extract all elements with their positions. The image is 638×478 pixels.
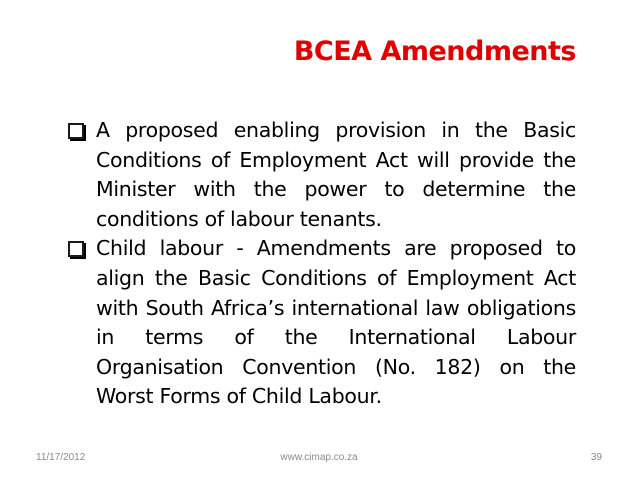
slide-footer (0, 452, 638, 468)
bullet-list (66, 116, 576, 412)
bullet-item-enabling-provision (66, 116, 576, 234)
slide-title: BCEA Amendments (293, 36, 576, 67)
footer-page-number: 39 (590, 452, 602, 463)
checkbox-icon (68, 123, 84, 139)
bullet-item-child-labour (66, 234, 576, 412)
footer-date: 11/17/2012 (36, 452, 86, 463)
checkbox-icon (68, 241, 84, 257)
bullet-text: Child labour - Amendments are proposed to align the Basic Conditions of Employment Act with South Africa’s international law obligations in terms of the International Labour Organisation Convention (No. 182) on the Worst Forms of Child Labour. (96, 236, 576, 409)
footer-website: www.cimap.co.za (280, 452, 358, 463)
bullet-text: A proposed enabling provision in the Basic Conditions of Employment Act will provide the Minister with the power to determine the conditions of labour tenants. (96, 118, 576, 231)
